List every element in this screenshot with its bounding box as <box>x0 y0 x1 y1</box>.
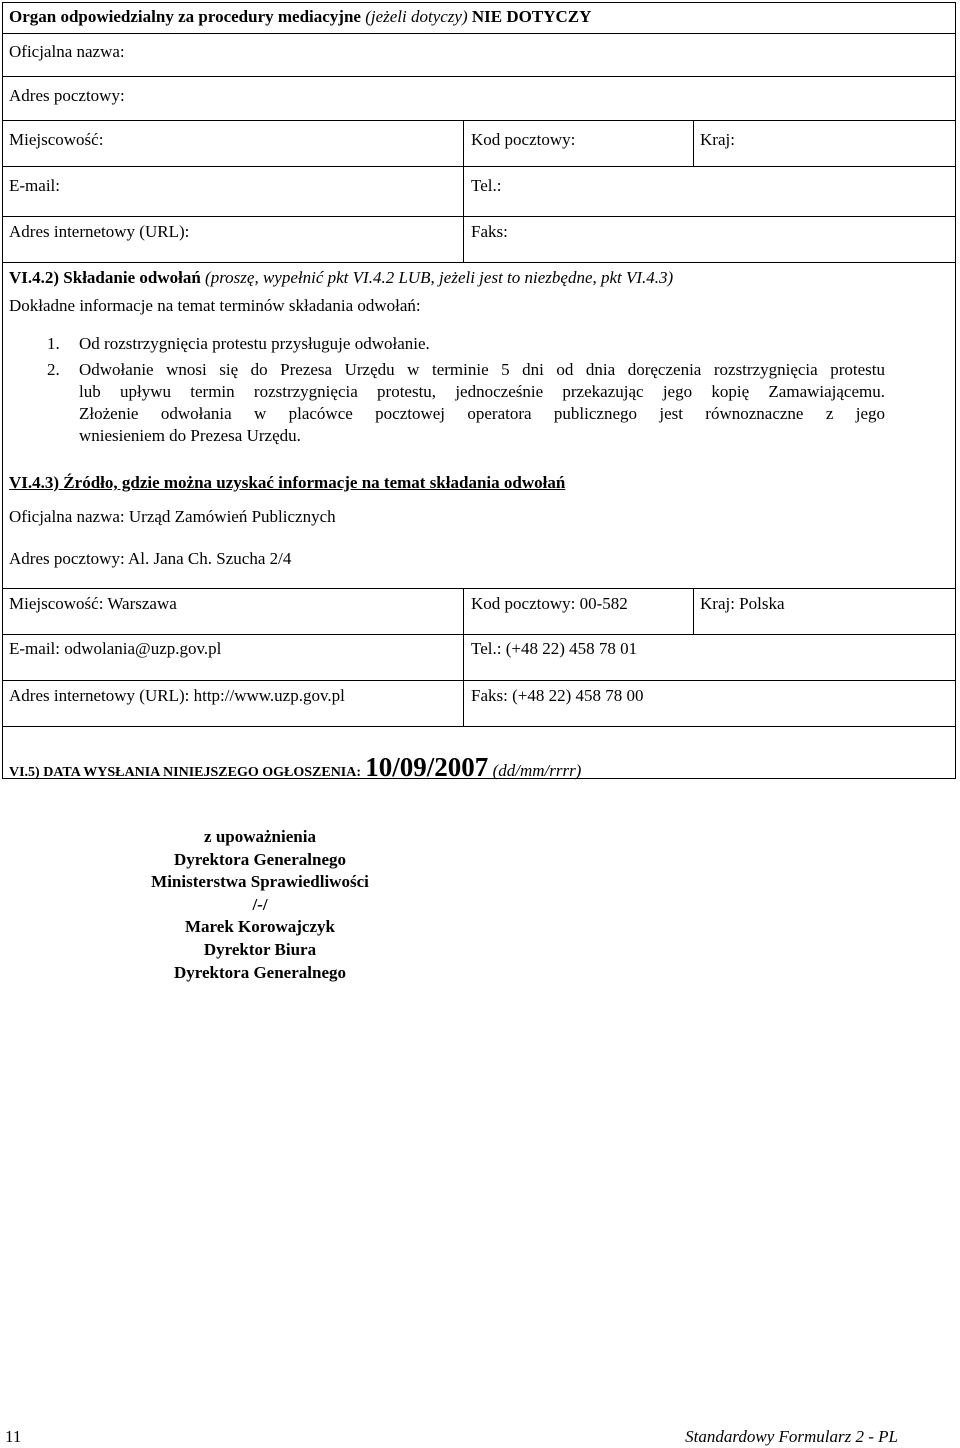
page-number: 11 <box>5 1427 22 1446</box>
section-vi42-heading-bold: VI.4.2) Składanie odwołań <box>9 268 201 287</box>
postal-code-label: Kod pocztowy: <box>471 130 576 149</box>
title-bold: Organ odpowiedzialny za procedury mediacyjne <box>9 7 361 26</box>
divider <box>2 120 956 121</box>
dispatch-date-colon: : <box>356 765 362 780</box>
review-body-tel: Tel.: (+48 22) 458 78 01 <box>471 639 638 658</box>
divider <box>2 634 956 635</box>
dispatch-date-value: 10/09/2007 <box>365 752 489 782</box>
city-label: Miejscowość: <box>9 130 104 149</box>
address-label: Adres pocztowy: <box>9 86 125 105</box>
divider <box>2 726 956 727</box>
review-body-country: Kraj: Polska <box>700 594 785 613</box>
divider <box>693 588 694 634</box>
official-name-label: Oficjalna nazwa: <box>9 42 125 61</box>
form-name: Standardowy Formularz 2 - PL <box>685 1427 898 1446</box>
appeal-item-text-line: lub upływu termin rozstrzygnięcia protestu, jednocześnie przekazując jego kopię Zamawiającemu. <box>79 382 885 401</box>
mediation-body-title <box>9 7 591 27</box>
divider <box>2 216 956 217</box>
section-vi43-heading: VI.4.3) Źródło, gdzie można uzyskać informacje na temat składania odwołań <box>9 473 566 492</box>
email-label: E-mail: <box>9 176 60 195</box>
signature-line: Dyrektora Generalnego <box>173 849 346 869</box>
review-body-email: E-mail: odwolania@uzp.gov.pl <box>9 639 222 658</box>
country-label: Kraj: <box>700 130 735 149</box>
review-body-url: Adres internetowy (URL): http://www.uzp.gov.pl <box>9 686 345 705</box>
review-body-official-name: Oficjalna nazwa: Urząd Zamówień Publicznych <box>9 507 336 526</box>
signature-line: /-/ <box>252 894 268 914</box>
appeal-item-text-line: Odwołanie wnosi się do Prezesa Urzędu w terminie 5 dni od dnia doręczenia rozstrzygnięcia protestu <box>79 360 885 379</box>
review-body-postal-code: Kod pocztowy: 00-582 <box>471 594 628 613</box>
appeal-item-text-line: wniesieniem do Prezesa Urzędu. <box>79 426 301 445</box>
divider <box>2 76 956 77</box>
section-vi42-heading <box>9 268 673 288</box>
fax-label: Faks: <box>471 222 508 241</box>
divider <box>463 120 464 263</box>
url-label: Adres internetowy (URL): <box>9 222 190 241</box>
appeal-item-number: 2. <box>47 360 60 379</box>
review-body-address: Adres pocztowy: Al. Jana Ch. Szucha 2/4 <box>9 549 292 568</box>
section-vi42-heading-italic: (proszę, wypełnić pkt VI.4.2 LUB, jeżeli jest to niezbędne, pkt VI.4.3) <box>205 268 674 287</box>
dispatch-date-row <box>9 753 581 787</box>
dispatch-date-label: VI.5) DATA WYSŁANIA NINIEJSZEGO OGŁOSZENIA <box>9 765 357 780</box>
appeal-item-text-line: Złożenie odwołania w placówce pocztowej operatora publicznego jest równoznaczne z jego <box>79 404 885 423</box>
signature-line: Dyrektora Generalnego <box>173 962 346 982</box>
appeal-item-text: Od rozstrzygnięcia protestu przysługuje odwołanie. <box>79 334 430 353</box>
signature-block <box>100 826 420 984</box>
divider <box>693 120 694 166</box>
signature-line: Ministerstwa Sprawiedliwości <box>151 872 369 892</box>
divider <box>463 588 464 726</box>
divider <box>2 166 956 167</box>
divider <box>2 33 956 34</box>
section-vi42-subheading: Dokładne informacje na temat terminów składania odwołań: <box>9 296 421 315</box>
signature-line: Marek Korowajczyk <box>185 917 335 937</box>
review-body-fax: Faks: (+48 22) 458 78 00 <box>471 686 644 705</box>
title-status: NIE DOTYCZY <box>471 7 592 26</box>
dispatch-date-format: (dd/mm/rrrr) <box>492 761 582 780</box>
title-italic: (jeżeli dotyczy) <box>365 7 468 26</box>
divider <box>2 680 956 681</box>
appeal-item-number: 1. <box>47 334 60 353</box>
review-body-city: Miejscowość: Warszawa <box>9 594 177 613</box>
tel-label: Tel.: <box>471 176 502 195</box>
signature-line: z upoważnienia <box>204 827 316 846</box>
signature-line: Dyrektor Biura <box>203 939 317 959</box>
divider <box>2 588 956 589</box>
